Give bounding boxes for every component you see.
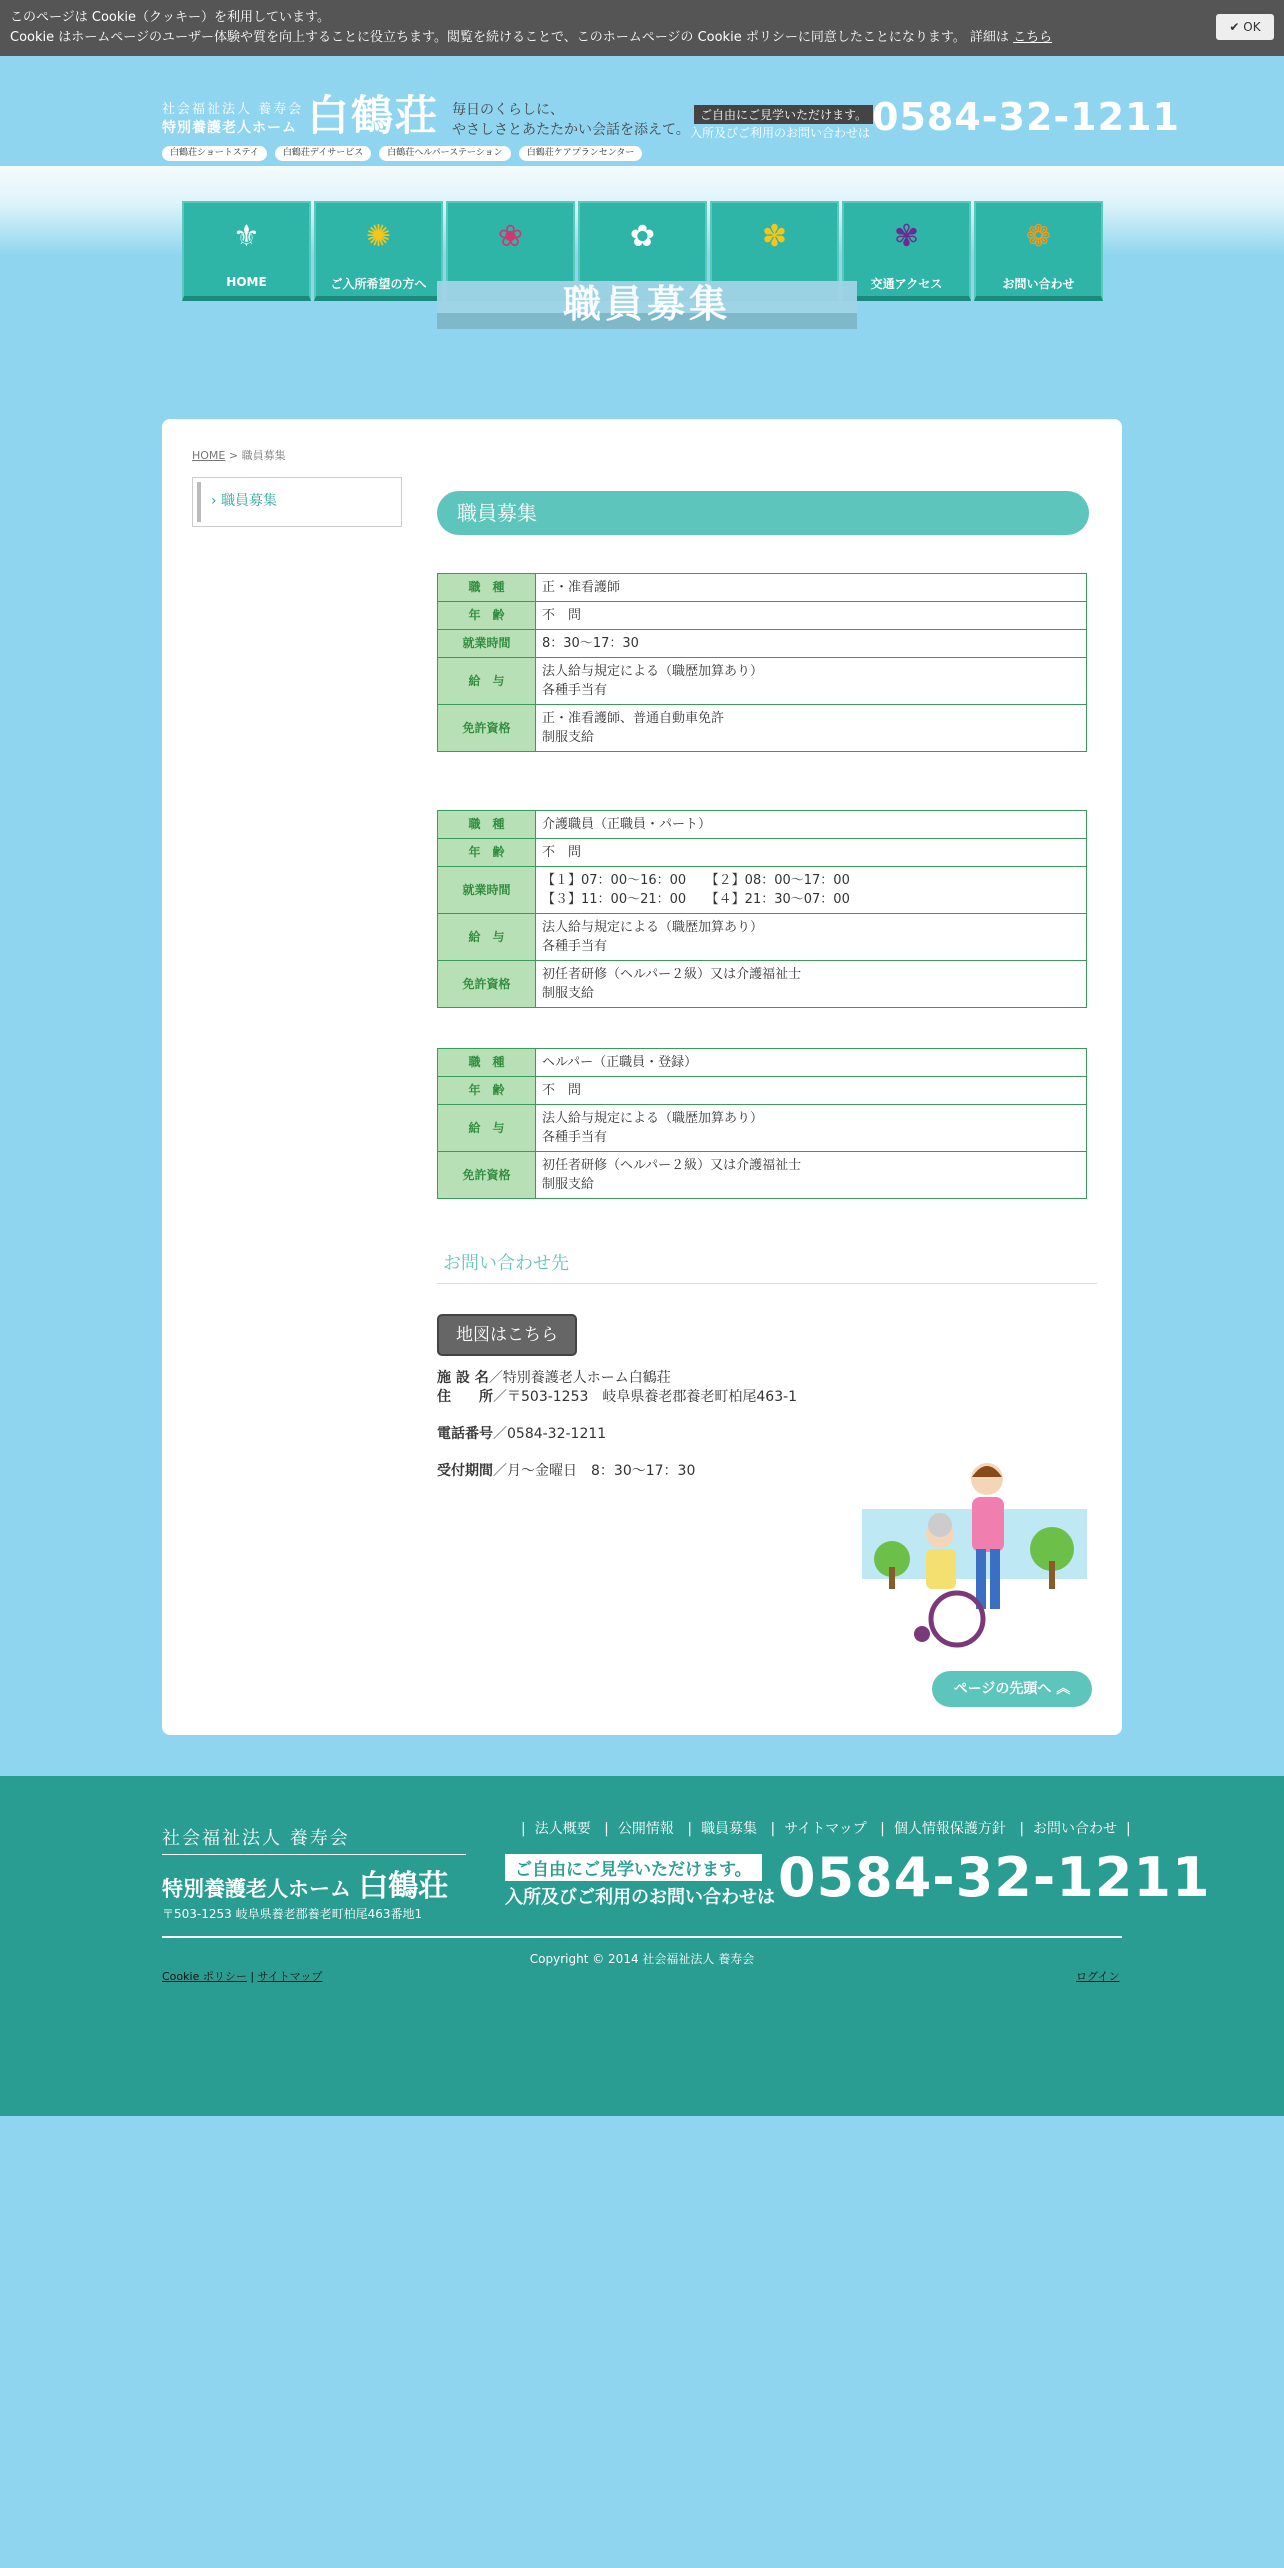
hours-value: ／月～金曜日 8：30～17：30	[493, 1463, 696, 1479]
address-key: 住 所	[437, 1389, 493, 1405]
cookie-text-line2: Cookie はホームページのユーザー体験や質を向上することに役立ちます。閲覧を続けることで、このホームページの Cookie ポリシーに同意したことになります。 詳細は	[10, 30, 1009, 45]
facility-key: 施 設 名	[437, 1370, 489, 1386]
chevron-right-icon: ›	[211, 493, 217, 509]
contact-info	[437, 1369, 797, 1481]
site-header	[0, 56, 1284, 206]
row-value: 8：30～17：30	[536, 630, 1087, 658]
row-value: 不 問	[536, 1077, 1087, 1105]
nav-home[interactable]	[182, 201, 311, 301]
tagline	[452, 100, 690, 140]
sunflower-icon: ✺	[365, 219, 392, 254]
sitemap-link[interactable]: サイトマップ	[257, 1970, 323, 1983]
back-to-top-button[interactable]	[932, 1671, 1092, 1707]
visit-badge: ご自由にご見学いただけます。	[694, 105, 873, 124]
row-key: 年 齢	[438, 839, 536, 867]
footer-visit-badge: ご自由にご見学いただけます。	[505, 1854, 762, 1881]
breadcrumb	[192, 447, 286, 463]
violet-icon: ✾	[893, 219, 920, 254]
main-content	[162, 419, 1122, 1735]
visit-text: 入所及びご利用のお問い合わせは	[690, 126, 871, 140]
table-row	[438, 867, 1087, 914]
banner-title: 職員募集	[562, 282, 731, 326]
row-value: ヘルパー（正職員・登録）	[536, 1049, 1087, 1077]
table-row	[438, 658, 1087, 705]
service-link-careplan[interactable]: 白鶴荘ケアプランセンター	[519, 146, 643, 161]
tagline-line1: 毎日のくらしに、	[452, 102, 564, 118]
table-row	[438, 914, 1087, 961]
check-icon: ✔	[1229, 20, 1240, 34]
footer-logo[interactable]	[162, 1824, 466, 1922]
table-row	[438, 1152, 1087, 1199]
lily-of-the-valley-icon: ✿	[629, 219, 656, 254]
content-area	[437, 491, 1089, 1479]
header-phone: 0584-32-1211	[872, 95, 1180, 139]
table-row	[438, 1049, 1087, 1077]
hours-key: 受付期間	[437, 1463, 493, 1479]
table-row	[438, 705, 1087, 752]
table-row	[438, 574, 1087, 602]
row-key: 免許資格	[438, 705, 536, 752]
table-row	[438, 811, 1087, 839]
footer-facility-type: 特別養護老人ホーム	[162, 1877, 351, 1901]
logo-facility-type: 特別養護老人ホーム	[162, 120, 297, 136]
row-value: 正・准看護師、普通自動車免許 制服支給	[536, 705, 1087, 752]
sidebar-item-label: 職員募集	[221, 493, 278, 509]
footer-nav: | 法人概要 | 公開情報 | 職員募集 | サイトマップ | 個人情報保護方針 | お問い合わせ |	[521, 1821, 1131, 1837]
cookie-ok-label: OK	[1243, 20, 1261, 34]
footer-link-disclosure[interactable]: 公開情報	[617, 1821, 674, 1837]
breadcrumb-separator: >	[228, 449, 239, 462]
footer-phone: 0584-32-1211	[778, 1846, 1211, 1909]
site-footer	[0, 1776, 1284, 2116]
job-table-nurse	[437, 573, 1087, 752]
inquiry-heading: お問い合わせ先	[437, 1249, 1097, 1284]
row-value: 初任者研修（ヘルパー２級）又は介護福祉士 制服支給	[536, 961, 1087, 1008]
service-link-dayservice[interactable]: 白鶴荘デイサービス	[275, 146, 371, 161]
caregiver-illustration	[862, 1449, 1087, 1674]
sidebar-menu	[192, 477, 402, 527]
footer-visit-text: 入所及びご利用のお問い合わせは	[505, 1887, 775, 1908]
back-to-top-label: ページの先頭へ	[953, 1681, 1052, 1697]
row-value: 不 問	[536, 839, 1087, 867]
page-title: 職員募集	[437, 491, 1089, 535]
table-row	[438, 839, 1087, 867]
nav-label: 交通アクセス	[870, 277, 943, 291]
row-key: 年 齢	[438, 1077, 536, 1105]
row-value: 介護職員（正職員・パート）	[536, 811, 1087, 839]
nav-label: お問い合わせ	[1002, 277, 1075, 291]
cookie-detail-link[interactable]: こちら	[1013, 30, 1053, 45]
service-link-shortstay[interactable]: 白鶴荘ショートステイ	[162, 146, 267, 161]
job-table-caregiver	[437, 810, 1087, 1008]
logo-corporation: 社会福祉法人 養寿会	[162, 102, 304, 117]
lily-icon: ⚜	[233, 219, 260, 254]
table-row	[438, 961, 1087, 1008]
service-link-helper[interactable]: 白鶴荘ヘルパーステーション	[379, 146, 510, 161]
sidebar-item-recruit[interactable]	[197, 482, 397, 522]
facility-value: ／特別養護老人ホーム白鶴荘	[488, 1370, 671, 1386]
row-key: 免許資格	[438, 961, 536, 1008]
row-key: 職 種	[438, 574, 536, 602]
footer-address: 〒503-1253 岐阜県養老郡養老町柏尾463番地1	[162, 1907, 423, 1921]
nav-label: ご入所希望の方へ	[330, 277, 427, 291]
cookie-policy-link[interactable]: Cookie ポリシー	[162, 1970, 247, 1983]
cookie-bar	[0, 0, 1284, 56]
nav-label: HOME	[226, 275, 267, 289]
table-row	[438, 1105, 1087, 1152]
row-value: 初任者研修（ヘルパー２級）又は介護福祉士 制服支給	[536, 1152, 1087, 1199]
row-key: 年 齢	[438, 602, 536, 630]
thistle-icon: ❀	[497, 219, 524, 254]
visit-notice	[690, 104, 873, 141]
footer-visit-notice	[505, 1854, 775, 1909]
login-link[interactable]: ログイン	[1076, 1970, 1120, 1983]
row-value: 法人給与規定による（職歴加算あり） 各種手当有	[536, 658, 1087, 705]
row-key: 給 与	[438, 1105, 536, 1152]
double-chevron-up-icon: ︽	[1056, 1681, 1071, 1697]
address-value: ／〒503-1253 岐阜県養老郡養老町柏尾463-1	[493, 1389, 798, 1405]
row-key: 職 種	[438, 1049, 536, 1077]
page-banner	[437, 281, 857, 329]
tagline-line2: やさしさとあたたかい会話を添えて。	[452, 122, 690, 138]
phone-value: ／0584-32-1211	[493, 1426, 607, 1442]
footer-link-recruit[interactable]: 職員募集	[701, 1821, 758, 1837]
footer-link-sitemap[interactable]: サイトマップ	[784, 1821, 867, 1837]
row-key: 免許資格	[438, 1152, 536, 1199]
breadcrumb-home[interactable]: HOME	[192, 449, 226, 462]
footer-divider	[162, 1936, 1122, 1938]
nav-admission[interactable]	[314, 201, 443, 301]
footer-logo-name: 白鶴荘	[358, 1869, 449, 1904]
row-key: 就業時間	[438, 630, 536, 658]
row-key: 給 与	[438, 658, 536, 705]
copyright: Copyright © 2014 社会福祉法人 養寿会	[529, 1952, 755, 1966]
row-key: 給 与	[438, 914, 536, 961]
footer-link-privacy[interactable]: 個人情報保護方針	[893, 1821, 1006, 1837]
service-links	[162, 146, 642, 161]
logo-name: 白鶴荘	[307, 91, 440, 140]
cookie-text-line1: このページは Cookie（クッキー）を利用しています。	[10, 10, 330, 25]
site-logo[interactable]	[162, 91, 440, 140]
row-value: 不 問	[536, 602, 1087, 630]
job-table-helper	[437, 1048, 1087, 1199]
footer-link-contact[interactable]: お問い合わせ	[1033, 1821, 1118, 1837]
row-key: 就業時間	[438, 867, 536, 914]
nav-access[interactable]	[842, 201, 971, 301]
phone-key: 電話番号	[437, 1426, 493, 1442]
nav-contact[interactable]	[974, 201, 1103, 301]
breadcrumb-current: 職員募集	[241, 449, 286, 462]
table-row	[438, 602, 1087, 630]
row-key: 職 種	[438, 811, 536, 839]
dandelion-icon: ✽	[761, 219, 788, 254]
row-value: 【１】07：00～16：00 【２】08：00～17：00 【３】11：00～21：00 【４】21：30～07：00	[536, 867, 1087, 914]
footer-corporation: 社会福祉法人 養寿会	[162, 1824, 466, 1855]
footer-small-links: Cookie ポリシー | サイトマップ	[162, 1970, 323, 1983]
poppy-icon: ❁	[1025, 219, 1052, 254]
table-row	[438, 1077, 1087, 1105]
footer-link-about[interactable]: 法人概要	[534, 1821, 591, 1837]
row-value: 法人給与規定による（職歴加算あり） 各種手当有	[536, 914, 1087, 961]
row-value: 法人給与規定による（職歴加算あり） 各種手当有	[536, 1105, 1087, 1152]
table-row	[438, 630, 1087, 658]
cookie-ok-button[interactable]	[1216, 14, 1274, 40]
row-value: 正・准看護師	[536, 574, 1087, 602]
map-button[interactable]: 地図はこちら	[437, 1314, 577, 1356]
